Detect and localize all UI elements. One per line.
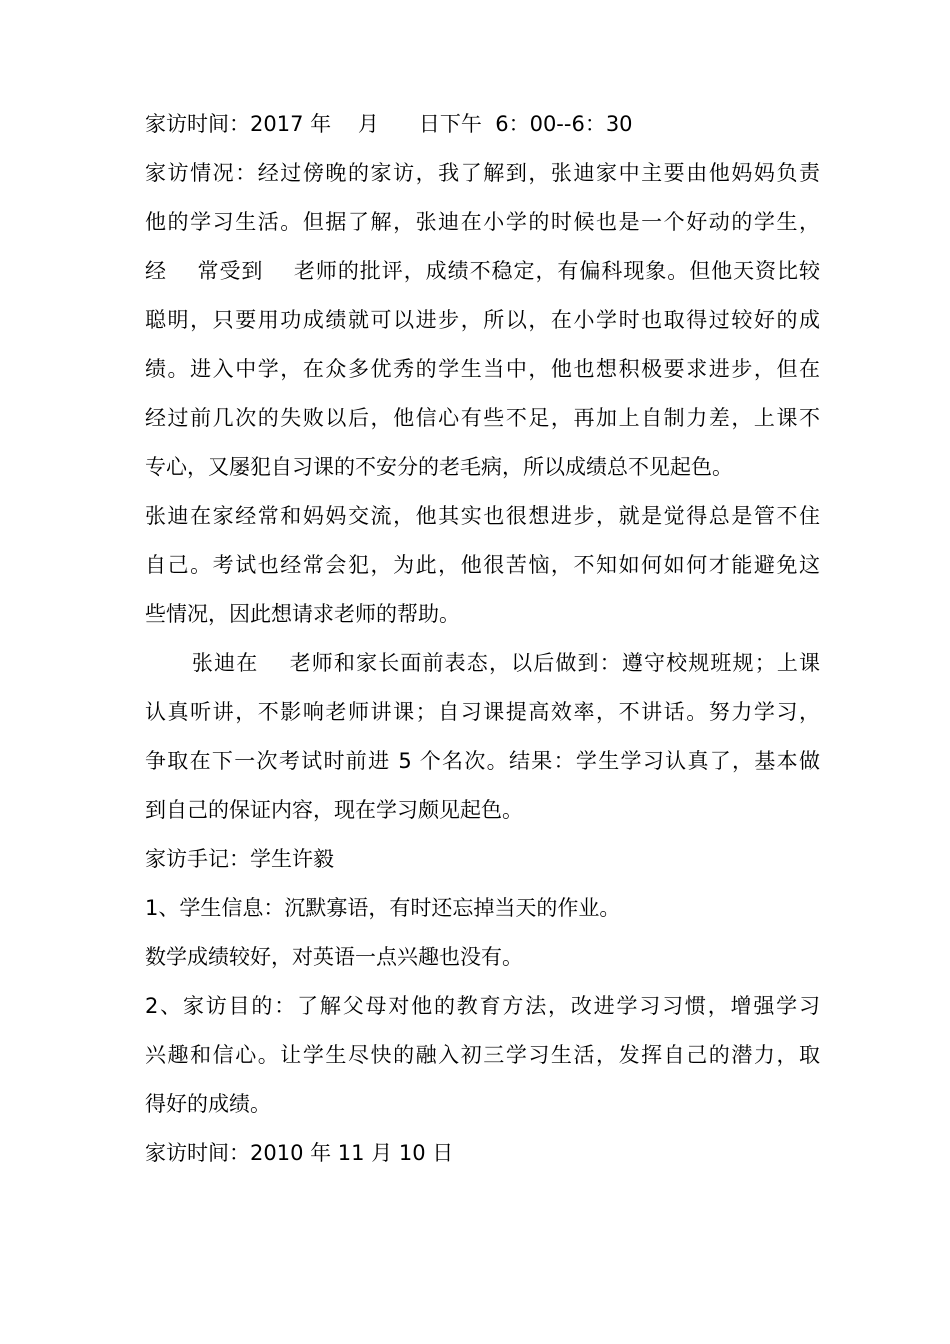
visit-situation-line: 家访情况：经过傍晚的家访，我了解到，张迪家中主要由他妈妈负责 (145, 161, 820, 185)
text-line: 绩。进入中学，在众多优秀的学生当中，他也想积极要求进步，但在 (145, 357, 820, 381)
text-line: 他的学习生活。但据了解，张迪在小学的时候也是一个好动的学生， (145, 210, 820, 234)
text-line: 数学成绩较好，对英语一点兴趣也没有。 (145, 945, 523, 969)
text-line: 张迪在家经常和妈妈交流，他其实也很想进步，就是觉得总是管不住 (145, 504, 820, 528)
text-line: 争取在下一次考试时前进 5 个名次。结果：学生学习认真了，基本做 (145, 749, 820, 773)
visit-notes-heading: 家访手记：学生许毅 (145, 847, 334, 871)
text-line: 些情况，因此想请求老师的帮助。 (145, 602, 460, 626)
student-info-line: 1、学生信息：沉默寡语，有时还忘掉当天的作业。 (145, 896, 621, 920)
text-line: 认真听讲，不影响老师讲课；自习课提高效率，不讲话。努力学习， (145, 700, 820, 724)
text-line: 专心，又屡犯自习课的不安分的老毛病，所以成绩总不见起色。 (145, 455, 733, 479)
text-line: 聪明，只要用功成绩就可以进步，所以，在小学时也取得过较好的成 (145, 308, 820, 332)
visit-time-line: 家访时间：2017 年 月 日下午 6：00--6：30 (145, 112, 633, 136)
document-body (145, 100, 820, 1178)
text-line: 经过前几次的失败以后，他信心有些不足，再加上自制力差，上课不 (145, 406, 820, 430)
text-line: 兴趣和信心。让学生尽快的融入初三学习生活，发挥自己的潜力，取 (145, 1043, 820, 1067)
text-line: 得好的成绩。 (145, 1092, 271, 1116)
text-line: 自己。考试也经常会犯，为此，他很苦恼，不知如何如何才能避免这 (145, 553, 820, 577)
text-line: 经 常受到 老师的批评，成绩不稳定，有偏科现象。但他天资比较 (145, 259, 820, 283)
visit-purpose-line: 2、家访目的：了解父母对他的教育方法，改进学习习惯，增强学习 (145, 994, 820, 1018)
visit-date-line: 家访时间：2010 年 11 月 10 日 (145, 1141, 454, 1165)
text-line: 到自己的保证内容，现在学习颇见起色。 (145, 798, 523, 822)
text-line: 张迪在 老师和家长面前表态，以后做到：遵守校规班规；上课 (145, 651, 820, 675)
